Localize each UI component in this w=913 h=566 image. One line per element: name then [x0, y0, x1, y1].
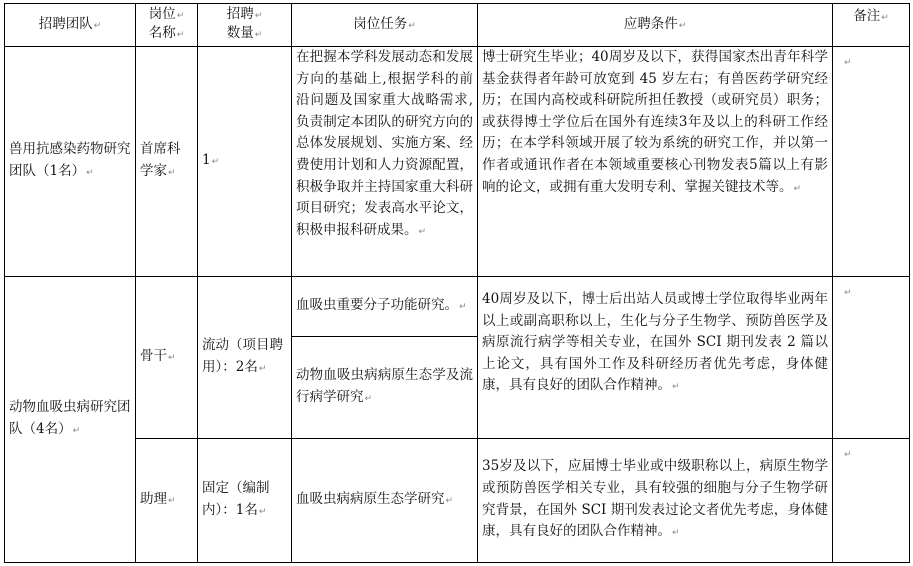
team2-backbone-remarks-cell: ↵ [833, 277, 910, 439]
table-row-team1 [5, 47, 910, 277]
team2-backbone-quota-cell: 流动（项目聘用）：2名↵ [198, 277, 292, 439]
team2-name-cell: 动物血吸虫病研究团队（4名）↵ [5, 277, 136, 563]
header-row [5, 4, 910, 47]
team2-assistant-position-cell: 助理↵ [136, 439, 198, 563]
team2-backbone-task-b-cell: 动物血吸虫病病原生态学及流行病学研究↵ [292, 337, 478, 439]
team2-assistant-task-cell: 血吸虫病病原生态学研究↵ [292, 439, 478, 563]
table-row-team2-backbone-a [5, 277, 910, 337]
header-task: 岗位任务↵ [292, 4, 478, 47]
team2-backbone-requirements-cell: 40周岁及以下，博士后出站人员或博士学位取得毕业两年以上或副高职称以上，生化与分子生物学、预防兽医学及病原流行病学等相关专业，在国外 SCI 期刊发表 2 篇以上论文，具有国外工作及科研经历者优先考虑，身体健康，具有良好的团队合作精神。↵ [478, 277, 833, 439]
team2-assistant-remarks-cell: ↵ [833, 439, 910, 563]
team2-backbone-position-cell: 骨干↵ [136, 277, 198, 439]
table-row-team2-assistant [5, 439, 910, 563]
team2-assistant-requirements-cell: 35岁及以下，应届博士毕业或中级职称以上，病原生物学或预防兽医学相关专业，具有较强的细胞与分子生物学研究背景，在国外 SCI 期刊发表过论文者优先考虑，身体健康，具有良好的团队合作精神。↵ [478, 439, 833, 563]
team1-requirements-cell: 博士研究生毕业；40周岁及以下，获得国家杰出青年科学基金获得者年龄可放宽到 45 岁左右；有兽医药学研究经历；在国内高校或科研院所担任教授（或研究员）职务；或获得博士学位后在国外有连续3年及以上的科研工作经历；在本学科领域开展了较为系统的研究工作，并以第一作者或通讯作者在本领域重要核心刊物发表5篇以上有影响的论文，或拥有重大发明专利、掌握关键技术等。↵ [478, 47, 833, 277]
team2-backbone-task-a-cell: 血吸虫重要分子功能研究。↵ [292, 277, 478, 337]
team2-assistant-quota-cell: 固定（编制内）：1名↵ [198, 439, 292, 563]
header-requirements: 应聘条件↵ [478, 4, 833, 47]
recruitment-table [4, 3, 910, 563]
team1-task-cell: 在把握本学科发展动态和发展方向的基础上,根据学科的前沿问题及国家重大战略需求,负责制定本团队的研究方向的总体发展规划、实施方案、经费使用计划和人力资源配置，积极争取并主持国家重大科研项目研究；发表高水平论文，积极申报科研成果。↵ [292, 47, 478, 277]
team1-name-cell: 兽用抗感染药物研究团队（1名）↵ [5, 47, 136, 277]
team1-quota-cell: 1↵ [198, 47, 292, 277]
header-quota: 招聘↵ 数量↵ [198, 4, 292, 47]
header-remarks: 备注↵ [833, 4, 910, 47]
header-team: 招聘团队↵ [5, 4, 136, 47]
team1-remarks-cell: ↵ [833, 47, 910, 277]
header-position: 岗位↵ 名称↵ [136, 4, 198, 47]
team1-position-cell: 首席科学家↵ [136, 47, 198, 277]
